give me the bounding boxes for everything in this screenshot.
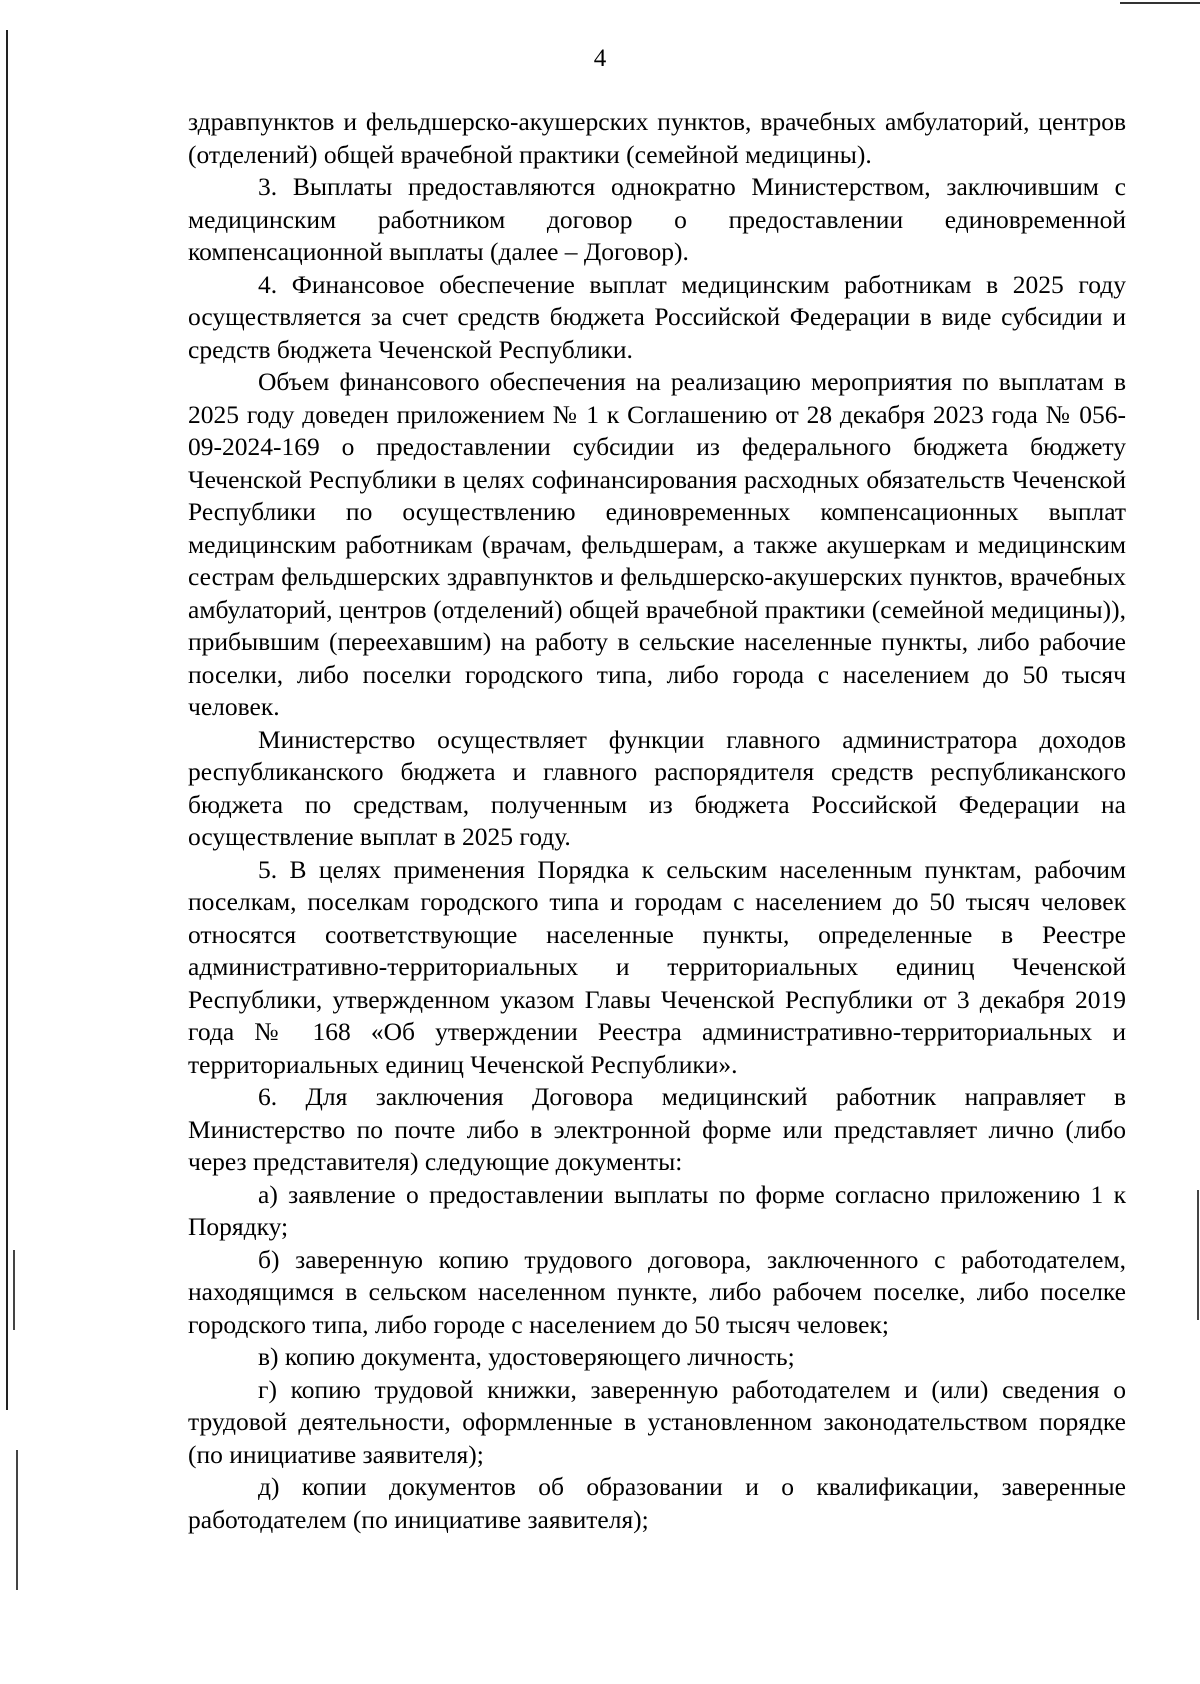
paragraph-item-5: 5. В целях применения Порядка к сельским населенным пунктам, рабочим поселкам, поселкам городского типа и городам с населением до 50 тысяч человек относятся соответствующие населенные пункты, определенные в Реестре административно-территориальных и территориальных единиц Чеченской Республики, утвержденном указом Главы Чеченской Республики от 3 декабря 2019 года № 168 «Об утверждении Реестра административно-территориальных и территориальных единиц Чеченской Республики». [188,854,1126,1079]
paragraph-item-4: 4. Финансовое обеспечение выплат медицинским работникам в 2025 году осуществляется за счет средств бюджета Российской Федерации в виде субсидии и средств бюджета Чеченской Республики. [188,269,1126,364]
list-item-v: в) копию документа, удостоверяющего личность; [258,1342,795,1371]
list-item-b: б) заверенную копию трудового договора, заключенного с работодателем, находящимся в сельском населенном пункте, либо рабочем поселке, либо поселке городского типа, либо городе с населением до 50 тысяч человек; [188,1244,1126,1339]
scan-edge-line [6,30,8,1410]
scan-right-mark [1197,1190,1199,1320]
page-number: 4 [593,45,607,72]
paragraph-ministry-functions: Министерство осуществляет функции главного администратора доходов республиканского бюджета и главного распорядителя средств республиканского бюджета по средствам, полученным из бюджета Российской Федерации на осуществление выплат в 2025 году. [188,724,1126,851]
paragraph-continuation: здравпунктов и фельдшерско-акушерских пунктов, врачебных амбулаторий, центров (отделений) общей врачебной практики (семейной медицины). [188,107,1126,169]
scan-top-mark [1120,2,1200,4]
scan-left-mark-lower [16,1450,18,1590]
scan-left-mark [13,1250,15,1330]
paragraph-item-3: 3. Выплаты предоставляются однократно Министерством, заключившим с медицинским работником договор о предоставлении единовременной компенсационной выплаты (далее – Договор). [188,172,1126,266]
paragraph-item-6: 6. Для заключения Договора медицинский работник направляет в Министерство по почте либо в электронной форме или представляет лично (либо через представителя) следующие документы: [188,1082,1126,1176]
document-body [188,106,1126,1536]
list-item-d: д) копии документов об образовании и о квалификации, заверенные работодателем (по инициативе заявителя); [188,1472,1126,1534]
paragraph-funding-volume: Объем финансового обеспечения на реализацию мероприятия по выплатам в 2025 году доведен приложением № 1 к Соглашению от 28 декабря 2023 года № 056-09-2024-169 о предоставлении субсидии из федерального бюджета бюджету Чеченской Республики в целях софинансирования расходных обязательств Чеченской Республики по осуществлению единовременных компенсационных выплат медицинским работникам (врачам, фельдшерам, а также акушеркам и медицинским сестрам фельдшерских здравпунктов и фельдшерско-акушерских пунктов, врачебных амбулаторий, центров (отделений) общей врачебной практики (семейной медицины)), прибывшим (переехавшим) на работу в сельские населенные пункты, либо рабочие поселки, либо поселки городского типа, либо города с населением до 50 тысяч человек. [188,367,1126,721]
list-item-a: а) заявление о предоставлении выплаты по форме согласно приложению 1 к Порядку; [188,1179,1126,1241]
list-item-g: г) копию трудовой книжки, заверенную работодателем и (или) сведения о трудовой деятельности, оформленные в установленном законодательством порядке (по инициативе заявителя); [188,1374,1126,1469]
